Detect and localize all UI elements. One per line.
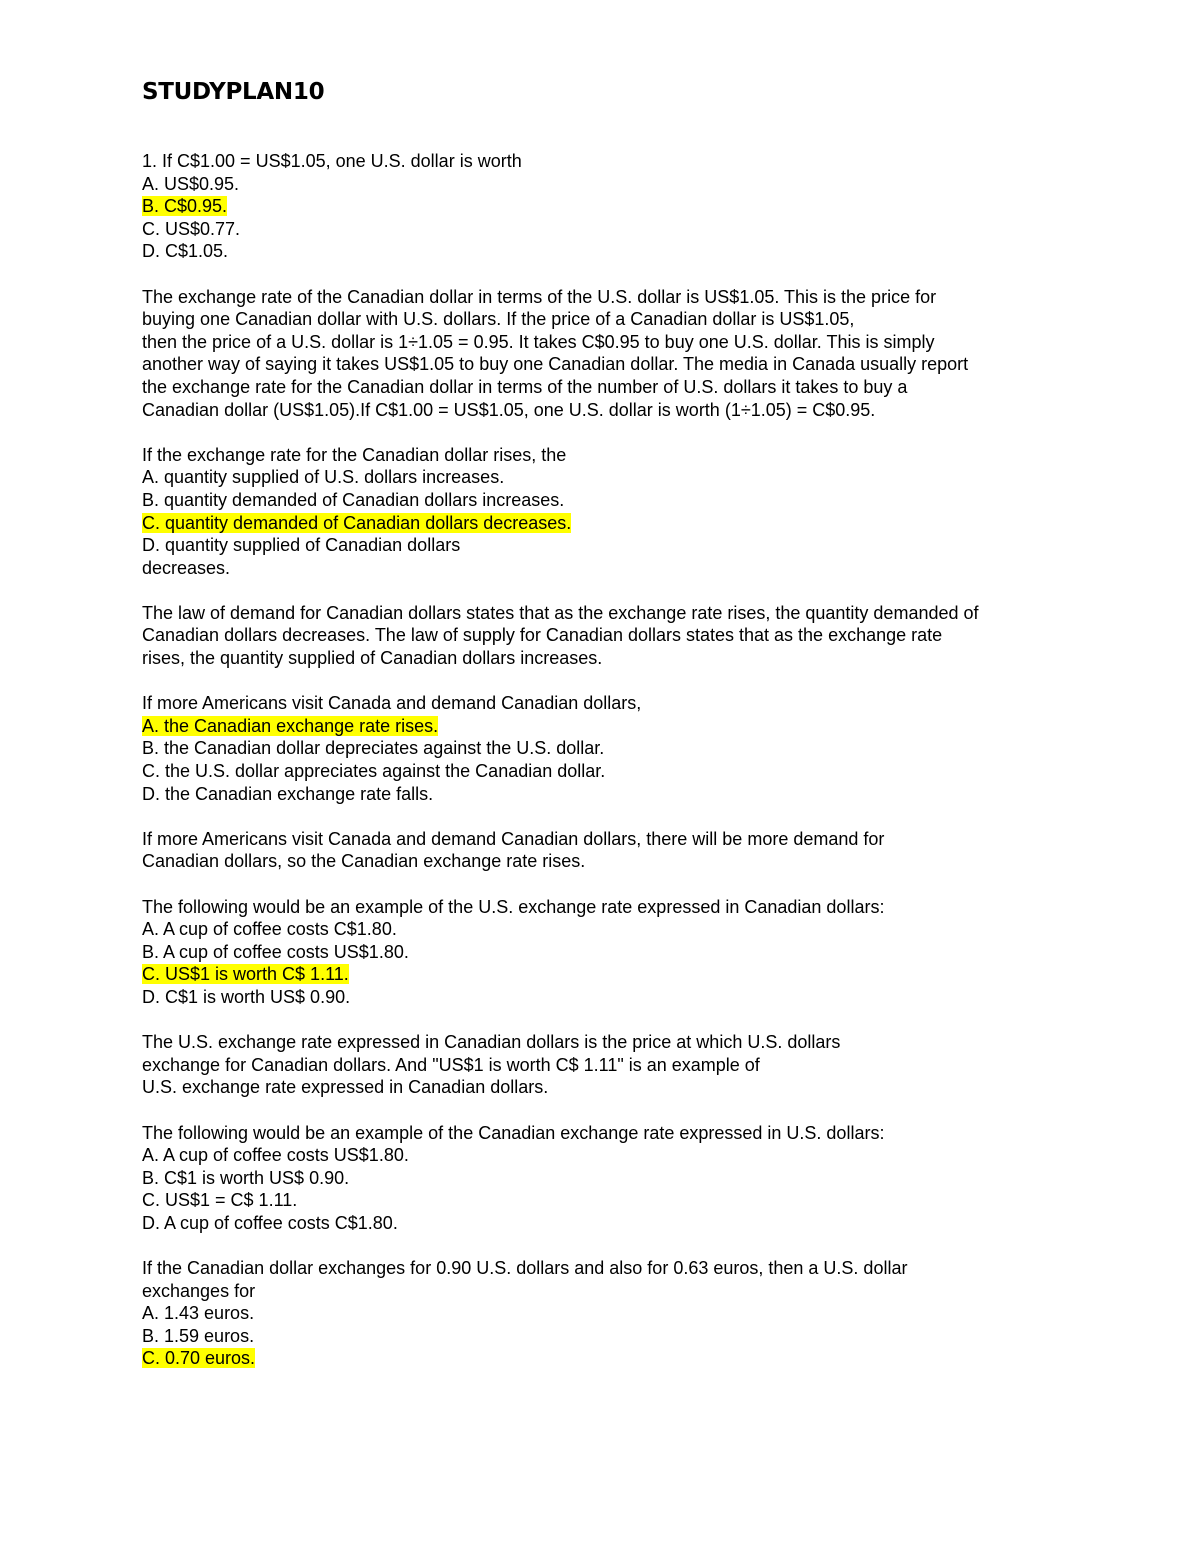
question-4-option-d: D. C$1 is worth US$ 0.90. [142, 986, 351, 1007]
question-6 [142, 1257, 1072, 1370]
question-2-option-d: D. quantity supplied of Canadian dollars [142, 535, 461, 556]
explanation-line: exchange for Canadian dollars. And "US$1 is worth C$ 1.11" is an example of [142, 1054, 760, 1075]
highlighted-answer: C. US$1 is worth C$ 1.11. [142, 964, 349, 985]
question-1-option-d: D. C$1.05. [142, 241, 229, 262]
explanation-line: Canadian dollar (US$1.05).If C$1.00 = US$1.05, one U.S. dollar is worth (1÷1.05) = C$0.95. [142, 399, 876, 420]
question-6-text: If the Canadian dollar exchanges for 0.90 U.S. dollars and also for 0.63 euros, then a U.S. dollar [142, 1258, 908, 1279]
question-4-option-c [142, 963, 1072, 986]
question-5-option-a: A. A cup of coffee costs US$1.80. [142, 1145, 409, 1166]
question-3-text: If more Americans visit Canada and demand Canadian dollars, [142, 693, 642, 714]
question-1-option-a: A. US$0.95. [142, 173, 240, 194]
question-2-text: If the exchange rate for the Canadian dollar rises, the [142, 444, 567, 465]
highlighted-answer: B. C$0.95. [142, 196, 228, 217]
question-5-option-d: D. A cup of coffee costs C$1.80. [142, 1212, 398, 1233]
question-2 [142, 444, 1072, 580]
explanation-4 [142, 1031, 1072, 1099]
explanation-line: If more Americans visit Canada and demand Canadian dollars, there will be more demand for [142, 828, 885, 849]
question-2-option-c [142, 512, 1072, 535]
question-1 [142, 150, 1072, 263]
highlighted-answer: C. quantity demanded of Canadian dollars decreases. [142, 512, 572, 533]
question-1-option-b [142, 195, 1072, 218]
question-6-text-continued: exchanges for [142, 1280, 256, 1301]
question-4-option-a: A. A cup of coffee costs C$1.80. [142, 919, 397, 940]
question-5-option-b: B. C$1 is worth US$ 0.90. [142, 1167, 350, 1188]
question-5 [142, 1122, 1072, 1235]
explanation-line: The exchange rate of the Canadian dollar in terms of the U.S. dollar is US$1.05. This is the price for [142, 286, 937, 307]
highlighted-answer: C. 0.70 euros. [142, 1348, 256, 1369]
explanation-line: U.S. exchange rate expressed in Canadian dollars. [142, 1077, 549, 1098]
explanation-1 [142, 286, 1072, 422]
explanation-line: Canadian dollars decreases. The law of supply for Canadian dollars states that as the exchange rate [142, 625, 943, 646]
highlighted-answer: A. the Canadian exchange rate rises. [142, 715, 439, 736]
explanation-line: Canadian dollars, so the Canadian exchange rate rises. [142, 851, 586, 872]
question-6-option-a: A. 1.43 euros. [142, 1303, 255, 1324]
question-3-option-c: C. the U.S. dollar appreciates against the Canadian dollar. [142, 761, 606, 782]
explanation-line: then the price of a U.S. dollar is 1÷1.05 = 0.95. It takes C$0.95 to buy one U.S. dollar. This is simply [142, 331, 935, 352]
question-5-option-c: C. US$1 = C$ 1.11. [142, 1190, 298, 1211]
explanation-line: The law of demand for Canadian dollars states that as the exchange rate rises, the quantity demanded of [142, 602, 979, 623]
explanation-line: rises, the quantity supplied of Canadian dollars increases. [142, 648, 603, 669]
explanation-line: buying one Canadian dollar with U.S. dollars. If the price of a Canadian dollar is US$1.05, [142, 309, 855, 330]
question-1-option-c: C. US$0.77. [142, 218, 241, 239]
question-3-option-a [142, 715, 1072, 738]
question-3-option-d: D. the Canadian exchange rate falls. [142, 783, 434, 804]
question-2-option-d-continued: decreases. [142, 557, 231, 578]
document-title: STUDYPLAN10 [142, 79, 325, 105]
question-6-option-b: B. 1.59 euros. [142, 1325, 255, 1346]
question-2-option-b: B. quantity demanded of Canadian dollars increases. [142, 489, 565, 510]
explanation-line: another way of saying it takes US$1.05 to buy one Canadian dollar. The media in Canada usually report [142, 354, 969, 375]
document-page [142, 78, 1072, 1393]
question-4 [142, 896, 1072, 1009]
question-1-text: 1. If C$1.00 = US$1.05, one U.S. dollar is worth [142, 151, 522, 171]
question-3 [142, 692, 1072, 805]
question-4-text: The following would be an example of the U.S. exchange rate expressed in Canadian dollars: [142, 896, 885, 917]
question-3-option-b: B. the Canadian dollar depreciates against the U.S. dollar. [142, 738, 605, 759]
explanation-2 [142, 602, 1072, 670]
explanation-line: The U.S. exchange rate expressed in Canadian dollars is the price at which U.S. dollars [142, 1032, 841, 1053]
question-6-option-c [142, 1347, 1072, 1370]
question-2-option-a: A. quantity supplied of U.S. dollars increases. [142, 467, 505, 488]
question-5-text: The following would be an example of the Canadian exchange rate expressed in U.S. dollars: [142, 1122, 885, 1143]
explanation-line: the exchange rate for the Canadian dollar in terms of the number of U.S. dollars it takes to buy a [142, 376, 908, 397]
explanation-3 [142, 828, 1072, 873]
question-4-option-b: B. A cup of coffee costs US$1.80. [142, 941, 409, 962]
